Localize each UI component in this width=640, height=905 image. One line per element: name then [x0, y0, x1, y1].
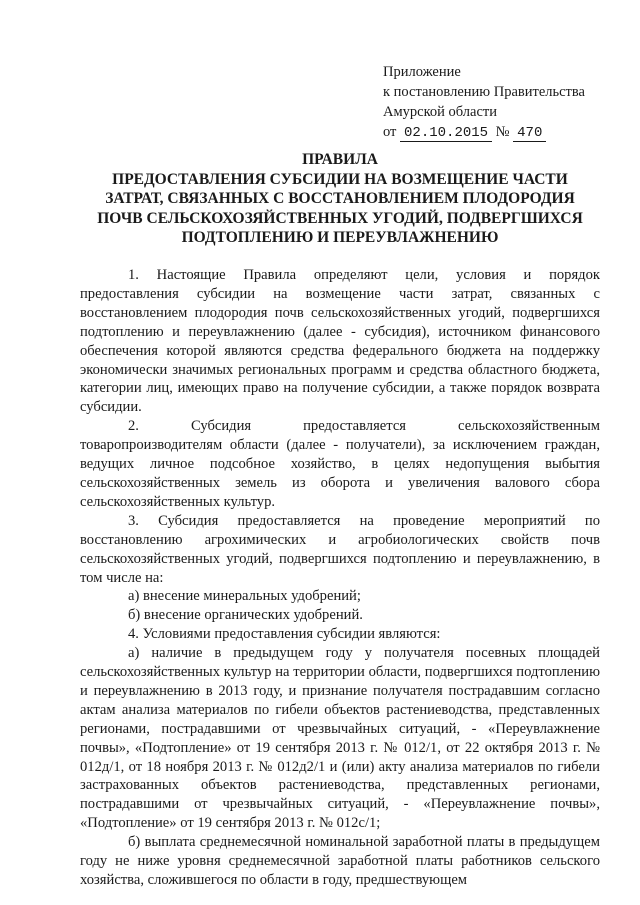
number-label: № — [495, 124, 510, 140]
list-item-a: а) внесение минеральных удобрений; — [128, 588, 361, 605]
list-item-b: б) внесение органических удобрений. — [128, 607, 363, 624]
condition-b: б) выплата среднемесячной номинальной заработной платы в предыдущем году не ниже уровня среднемесячной заработной платы работников сельского хозяйства, сложившегося по области в году, предшествующем — [80, 834, 600, 888]
paragraph-3: 3. Субсидия предоставляется на проведение мероприятий по восстановлению агрохимических и агробиологических свойств почв сельскохозяйственных угодий, подвергшихся подтоплению и переувлажнению, в том числе на: — [80, 512, 600, 586]
paragraph-1: 1. Настоящие Правила определяют цели, условия и порядок предоставления субсидии на возмещение части затрат, связанных с восстановлением плодородия почв сельскохозяйственных угодий, подвергшихся подтоплению и переувлажнению (далее - субсидия), источником финансового обеспечения которой являются средства федерального бюджета на поддержку экономически значимых региональных программ и средства областного бюджета, категории лиц, имеющих право на получение субсидии, а также порядок возврата субсидии. — [80, 267, 600, 416]
appendix-line-3: Амурской области — [383, 104, 497, 120]
paragraph-2: 2. Субсидия предоставляется сельскохозяйственным товаропроизводителям области (далее - получатели), за исключением граждан, ведущих личное подсобное хозяйство, в целях недопущения выбытия сельскохозяйственных земель из оборота и увеличения валового сбора сельскохозяйственных культур. — [80, 418, 600, 510]
document-body — [80, 266, 600, 890]
decree-number: 470 — [513, 125, 546, 142]
title-heading: ПРАВИЛА — [302, 151, 378, 168]
appendix-line-2: к постановлению Правительства — [383, 84, 585, 100]
title-line: ПОДТОПЛЕНИЮ И ПЕРЕУВЛАЖНЕНИЮ — [181, 229, 499, 246]
appendix-date-number-line — [383, 122, 585, 142]
appendix-line-1: Приложение — [383, 64, 461, 80]
title-line: ПРЕДОСТАВЛЕНИЯ СУБСИДИИ НА ВОЗМЕЩЕНИЕ ЧАСТИ — [112, 170, 568, 188]
appendix-block — [383, 62, 585, 142]
title-line: ЗАТРАТ, СВЯЗАННЫХ С ВОССТАНОВЛЕНИЕМ ПЛОДОРОДИЯ — [105, 190, 575, 207]
document-title — [60, 150, 620, 248]
decree-date: 02.10.2015 — [400, 125, 492, 142]
paragraph-4: 4. Условиями предоставления субсидии являются: — [128, 626, 441, 643]
from-label: от — [383, 124, 397, 140]
title-line: ПОЧВ СЕЛЬСКОХОЗЯЙСТВЕННЫХ УГОДИЙ, ПОДВЕРГШИХСЯ — [97, 209, 583, 227]
condition-a: а) наличие в предыдущем году у получателя посевных площадей сельскохозяйственных культур на территории области, подвергшихся подтоплению и переувлажнению в 2013 году, и признание получателя пострадавшим согласно актам анализа материалов по гибели объектов растениеводства, представленных регионами, пострадавшими от чрезвычайных ситуаций, - «Переувлажнение почвы», «Подтопление» от 19 сентября 2013 г. № 012/1, от 22 октября 2013 г. № 012д/1, от 18 ноября 2013 г. № 012д2/1 и (или) акту анализа материалов по гибели застрахованных объектов растениеводства, представленных регионами, пострадавшими от чрезвычайных ситуаций, - «Переувлажнение почвы», «Подтопление» от 19 сентября 2013 г. № 012с/1; — [80, 645, 600, 832]
